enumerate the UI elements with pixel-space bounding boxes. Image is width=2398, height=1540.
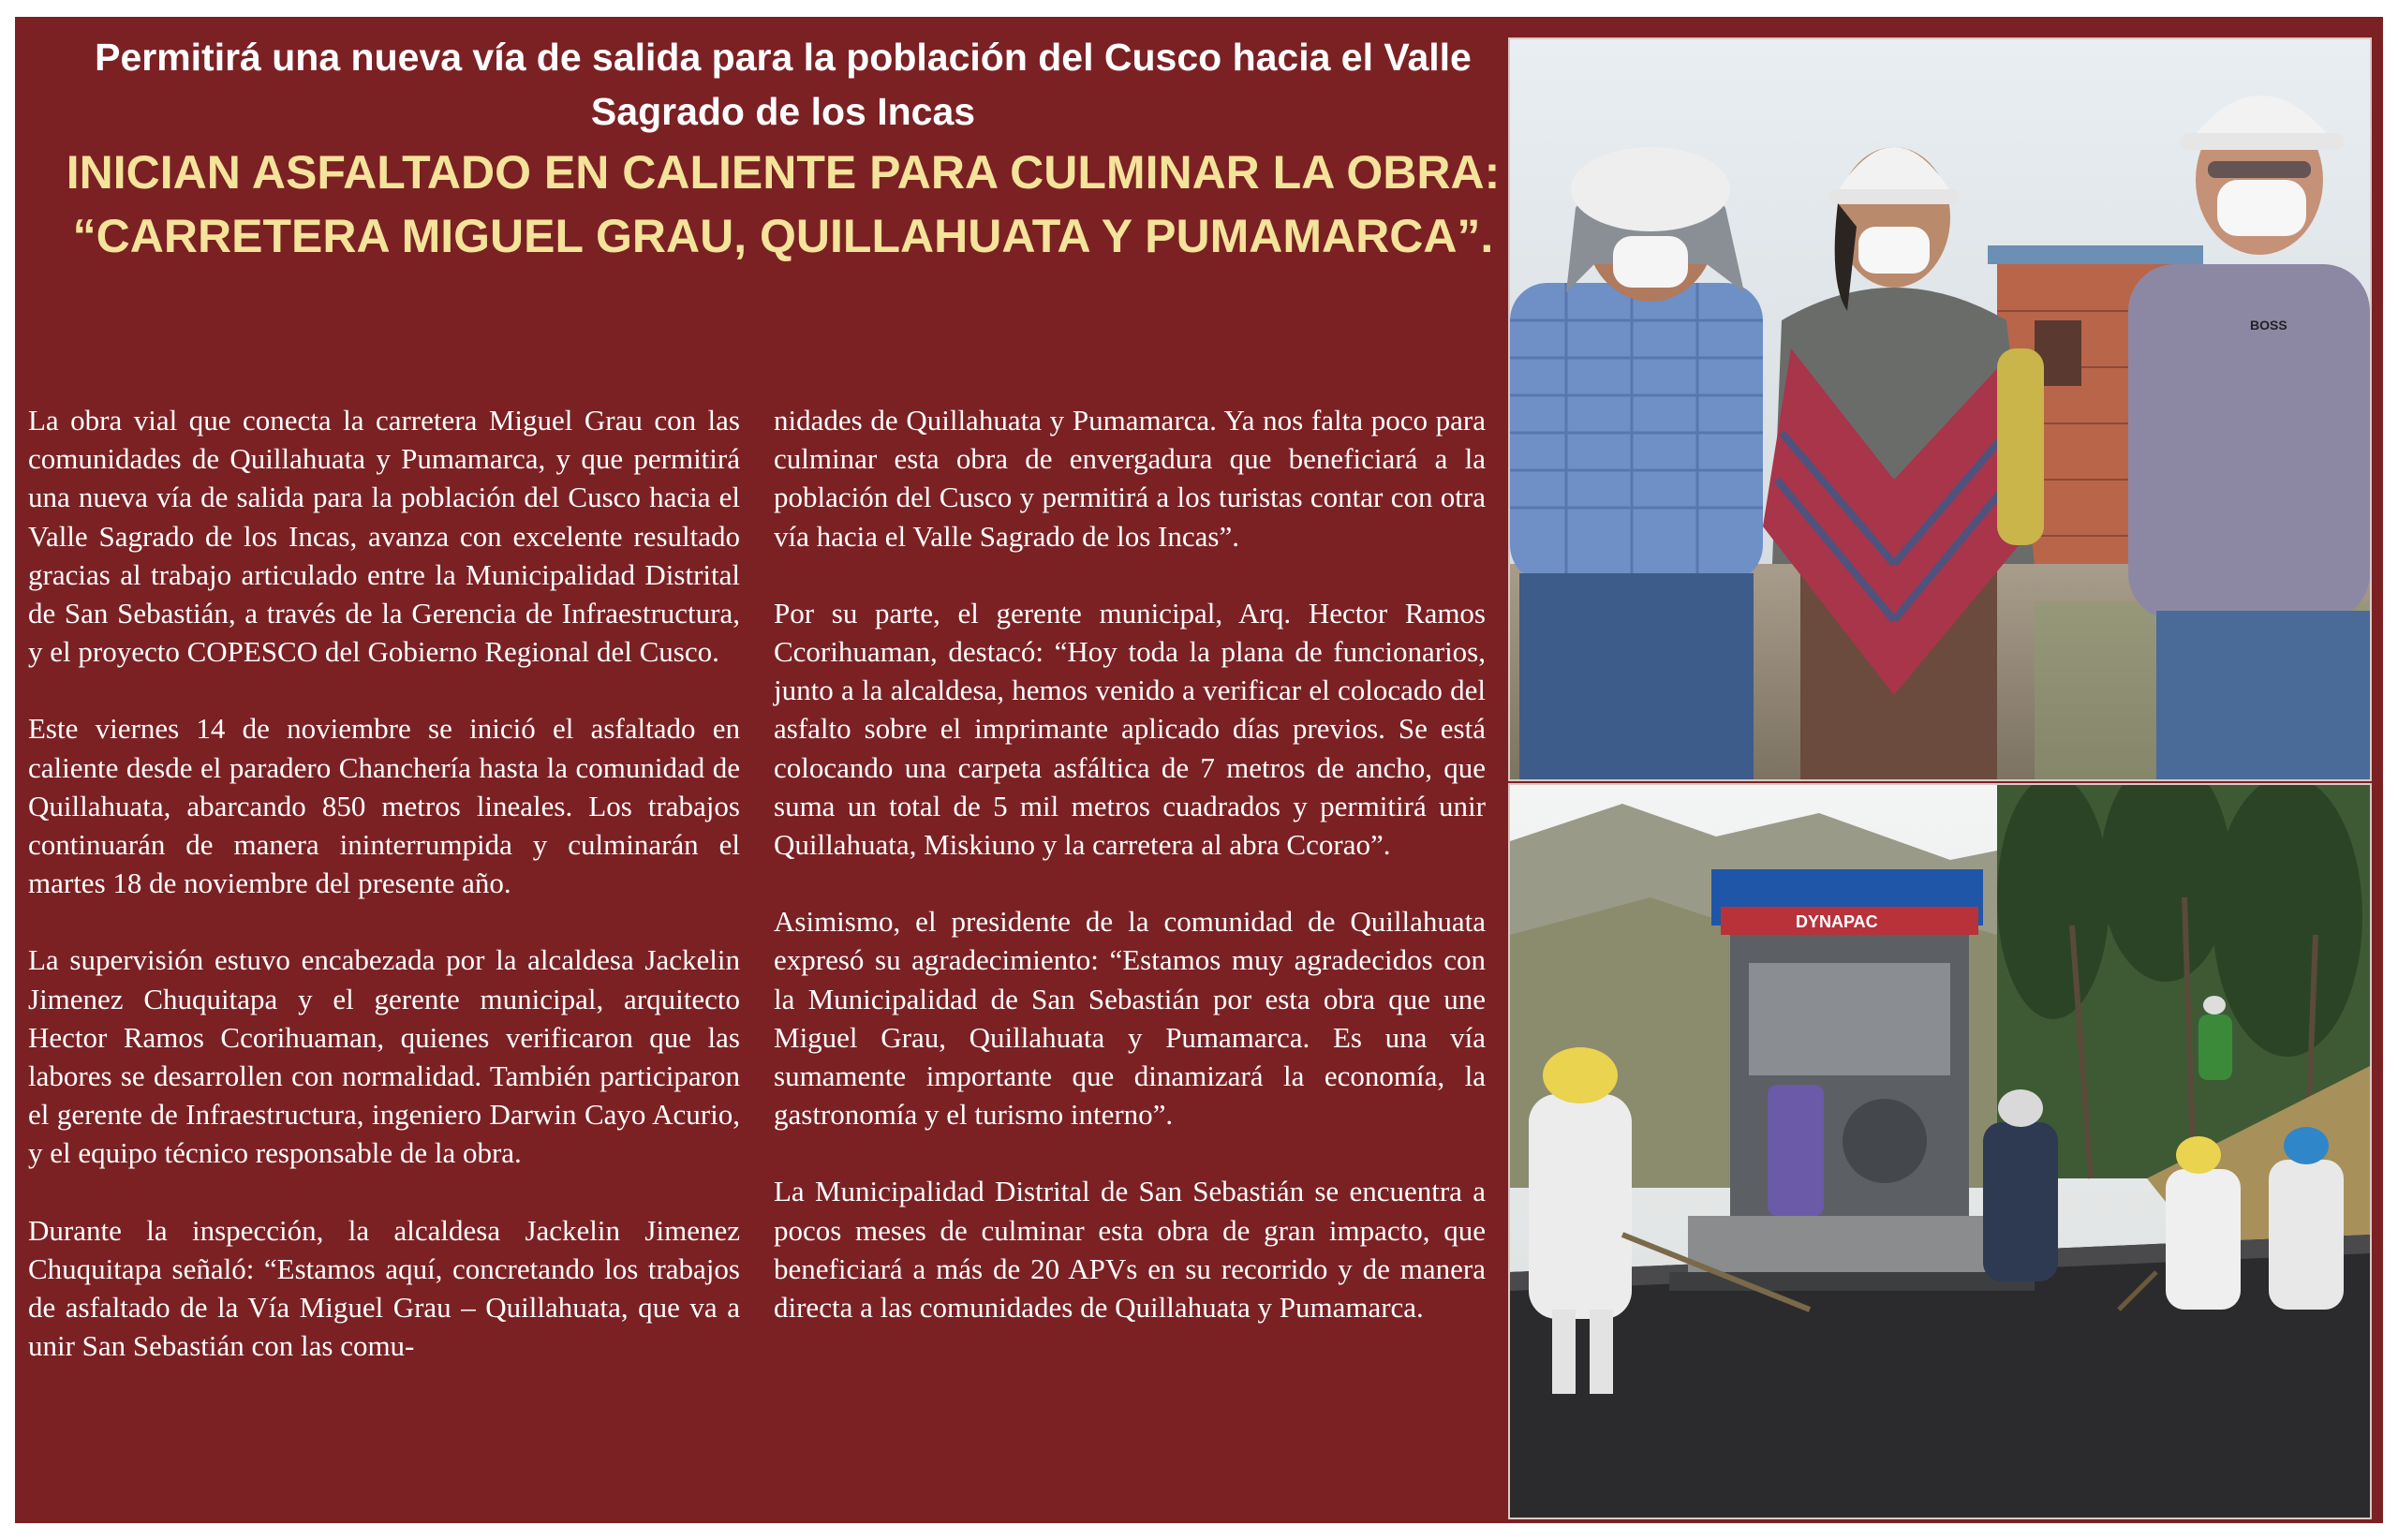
photo-paving-illustration	[1510, 785, 2370, 1518]
photo-officials-illustration	[1510, 39, 2370, 779]
paragraph: Asimismo, el presidente de la comunidad de Quillahuata expresó su agradecimiento: “Estamos muy agradecidos con la Municipalidad de San Sebastián por esta obra que une Miguel Grau, Quillahuata y Pumamarca. Es una vía sumamente importante que dinamizará la economía, la gastronomía y el turismo interno”.	[774, 905, 1486, 1132]
paragraph: nidades de Quillahuata y Pumamarca. Ya nos falta poco para culminar esta obra de envergadura que beneficiará a la población del Cusco y permitirá a los turistas contar con otra vía hacia el Valle Sagrado de los Incas”.	[774, 404, 1486, 553]
paragraph: Durante la inspección, la alcaldesa Jackelin Jimenez Chuquitapa señaló: “Estamos aquí, concretando los trabajos de asfaltado de la Vía Miguel Grau – Quillahuata, que va a unir San Sebastián con las comu-	[28, 1213, 740, 1363]
paragraph: Este viernes 14 de noviembre se inició el asfaltado en caliente desde el paradero Chanchería hasta la comunidad de Quillahuata, abarcando 850 metros lineales. Los trabajos continuarán de manera ininterrumpida y culminarán el martes 18 de noviembre del presente año.	[28, 712, 740, 900]
paragraph: La obra vial que conecta la carretera Miguel Grau con las comunidades de Quillahuata y Pumamarca, y que permitirá una nueva vía de salida para la población del Cusco hacia el Valle Sagrado de los Incas, avanza con excelente resultado gracias al trabajo articulado entre la Municipalidad Distrital de San Sebastián, a través de la Gerencia de Infraestructura, y el proyecto COPESCO del Gobierno Regional del Cusco.	[28, 404, 740, 669]
text-column-right	[774, 401, 1486, 1365]
headline: INICIAN ASFALTADO EN CALIENTE PARA CULMINAR LA OBRA: “CARRETERA MIGUEL GRAU, QUILLAHUATA Y PUMAMARCA”.	[66, 146, 1501, 262]
article-header	[52, 30, 1514, 268]
kicker-subtitle: Permitirá una nueva vía de salida para la población del Cusco hacia el Valle Sagrado de los Incas	[95, 36, 1472, 133]
photo-officials-inspection	[1508, 37, 2372, 781]
photo-asphalt-paving	[1508, 783, 2372, 1519]
text-column-left	[28, 401, 740, 1403]
machine-brand: DYNAPAC	[1796, 912, 1878, 931]
paragraph: La Municipalidad Distrital de San Sebastián se encuentra a pocos meses de culminar esta obra de gran impacto, que beneficiará a más de 20 APVs en su recorrido y de manera directa a las comunidades de Quillahuata y Pumamarca.	[774, 1175, 1486, 1325]
newspaper-page	[15, 17, 2383, 1523]
paragraph: La supervisión estuvo encabezada por la alcaldesa Jackelin Jimenez Chuquitapa y el gerente municipal, arquitecto Hector Ramos Ccorihuaman, quienes verificaron que las labores se desarrollen con normalidad. También participaron el gerente de Infraestructura, ingeniero Darwin Cayo Acurio, y el equipo técnico responsable de la obra.	[28, 943, 740, 1170]
shirt-logo: BOSS	[2250, 318, 2287, 333]
paragraph: Por su parte, el gerente municipal, Arq. Hector Ramos Ccorihuaman, destacó: “Hoy toda la plana de funcionarios, junto a la alcaldesa, hemos venido a verificar el colocado del asfalto sobre el imprimante aplicado días previos. Se está colocando una carpeta asfáltica de 7 metros de ancho, que suma un total de 5 mil metros cuadrados y permitirá unir Quillahuata, Miskiuno y la carretera al abra Ccorao”.	[774, 596, 1486, 862]
